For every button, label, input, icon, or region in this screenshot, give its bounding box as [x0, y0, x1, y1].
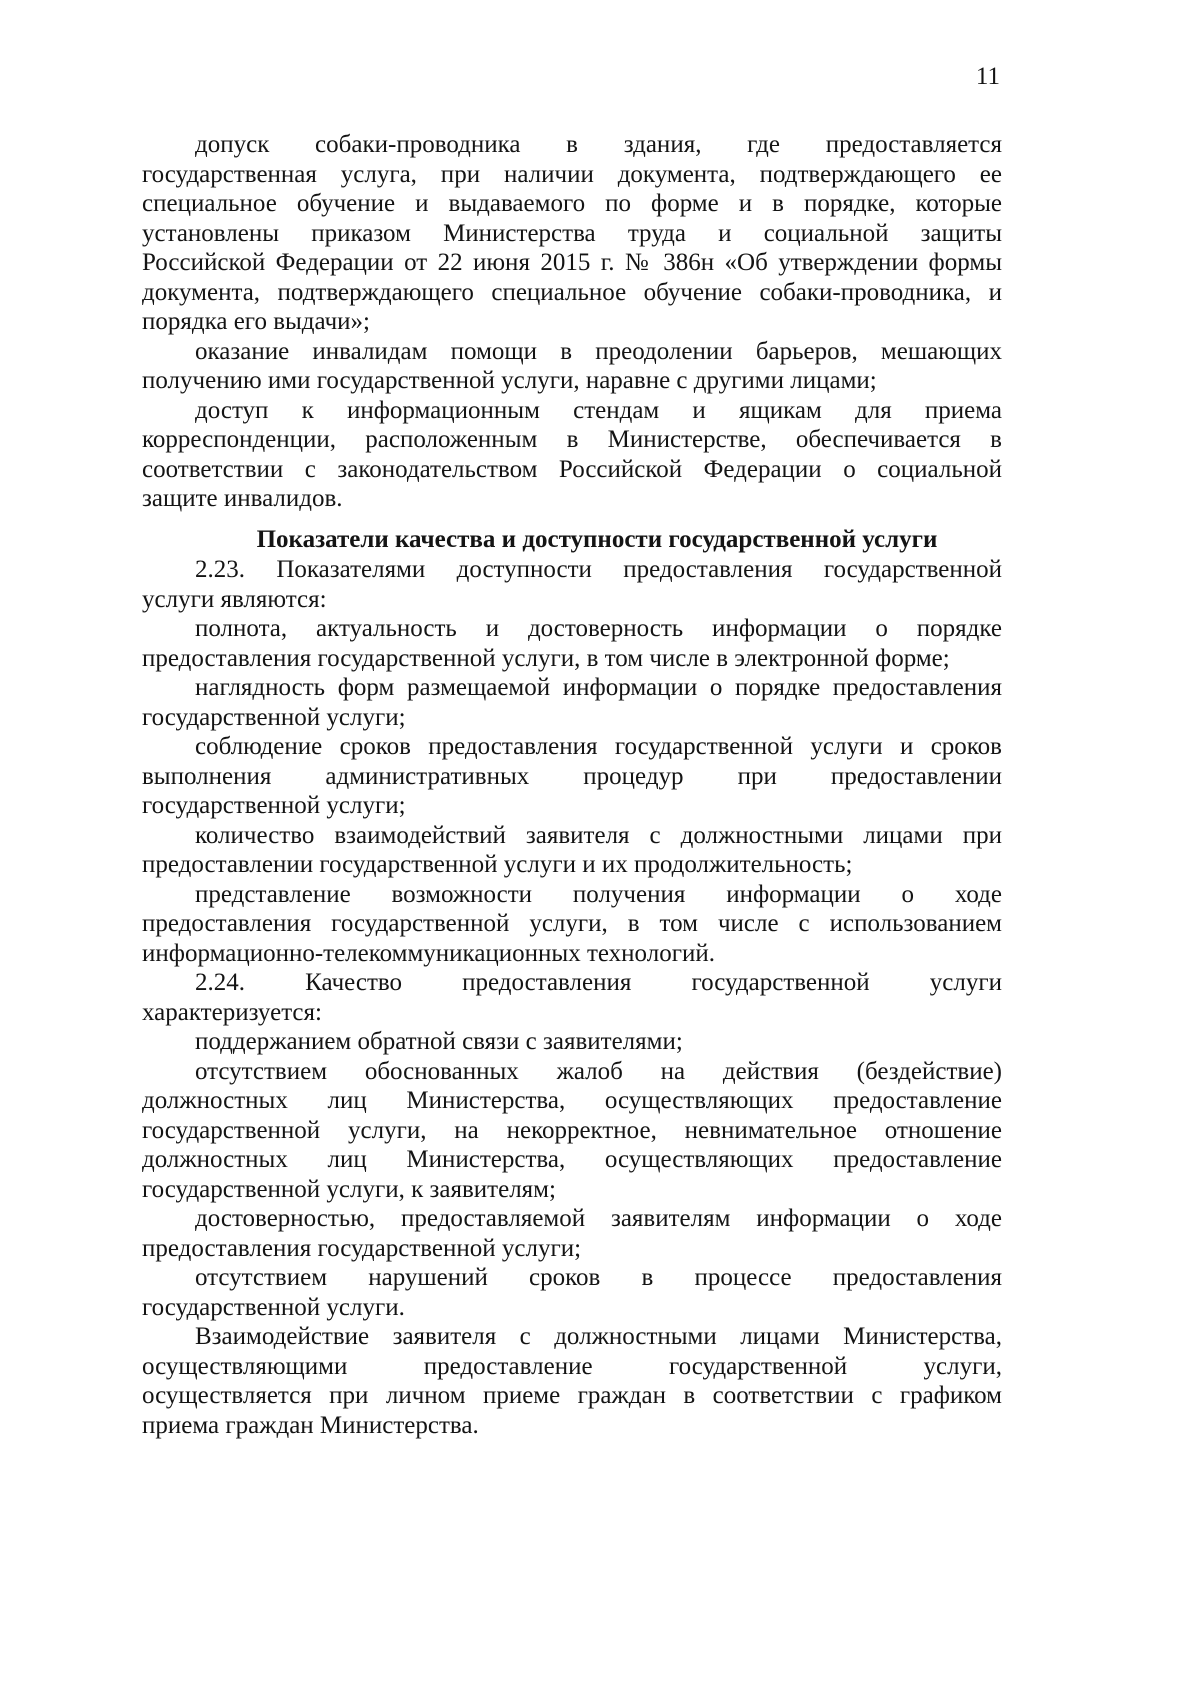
text-line: корреспонденции, расположенным в Министерстве, обеспечивается в: [142, 426, 1002, 453]
paragraph-deadlines: [142, 732, 1002, 821]
text-line: государственная услуга, при наличии документа, подтверждающего ее: [142, 160, 1002, 188]
text-line: государственной услуги;: [142, 792, 406, 819]
paragraph-2-23: [142, 555, 1002, 614]
section-heading: Показатели качества и доступности государственной услуги: [256, 526, 938, 553]
paragraph-no-violations: [142, 1263, 1002, 1322]
text-line: выполнения административных процедур при предоставлении: [142, 762, 1002, 790]
text-line: специальное обучение и выдаваемого по форме и в порядке, которые: [142, 190, 1002, 217]
paragraph-interactions: [142, 821, 1002, 880]
paragraph-complaints: [142, 1057, 1002, 1205]
paragraph-reliability: [142, 1204, 1002, 1263]
text-line: отсутствием нарушений сроков в процессе предоставления: [195, 1264, 1002, 1291]
text-line: государственной услуги;: [142, 703, 406, 731]
paragraph-completeness: [142, 614, 1002, 673]
text-line: 2.23. Показателями доступности предоставления государственной: [195, 556, 1002, 583]
text-line: соответствии с законодательством Российской Федерации о социальной: [142, 455, 1002, 483]
text-line: установлены приказом Министерства труда и социальной защиты: [142, 219, 1002, 247]
text-line: 2.24. Качество предоставления государственной услуги: [195, 969, 1002, 996]
text-line: представление возможности получения информации о ходе: [195, 880, 1002, 908]
text-line: должностных лиц Министерства, осуществляющих предоставление: [142, 1087, 1002, 1114]
text-line: должностных лиц Министерства, осуществляющих предоставление: [142, 1146, 1002, 1173]
text-line: защите инвалидов.: [142, 485, 343, 512]
paragraph-feedback: [142, 1027, 1002, 1057]
text-line: полнота, актуальность и достоверность информации о порядке: [195, 615, 1002, 642]
text-line: доступ к информационным стендам и ящикам для приема: [195, 396, 1002, 424]
paragraph-personal-reception: [142, 1322, 1002, 1440]
text-line: услуги являются:: [142, 585, 327, 613]
text-line: поддержанием обратной связи с заявителями;: [195, 1028, 683, 1055]
page-number: 11: [975, 63, 1000, 90]
text-line: наглядность форм размещаемой информации о порядке предоставления: [195, 674, 1002, 701]
text-line: информационно-телекоммуникационных технологий.: [142, 939, 715, 967]
text-line: Взаимодействие заявителя с должностными лицами Министерства,: [195, 1323, 1002, 1350]
text-line: достоверностью, предоставляемой заявителям информации о ходе: [195, 1205, 1002, 1232]
text-line: соблюдение сроков предоставления государственной услуги и сроков: [195, 733, 1002, 760]
text-line: оказание инвалидам помощи в преодолении барьеров, мешающих: [195, 337, 1002, 365]
text-line: приема граждан Министерства.: [142, 1411, 479, 1439]
text-line: государственной услуги, на некорректное, невнимательное отношение: [142, 1116, 1002, 1144]
text-line: получению ими государственной услуги, наравне с другими лицами;: [142, 367, 877, 394]
text-block-after-heading: [142, 555, 1002, 1440]
paragraph-visibility: [142, 673, 1002, 732]
text-line: государственной услуги, к заявителям;: [142, 1175, 556, 1203]
paragraph-2-24: [142, 968, 1002, 1027]
text-line: Российской Федерации от 22 июня 2015 г. № 386н «Об утверждении формы: [142, 249, 1002, 276]
text-line: осуществляется при личном приеме граждан в соответствии с графиком: [142, 1382, 1002, 1409]
text-line: осуществляющими предоставление государственной услуги,: [142, 1352, 1002, 1380]
text-block-before-heading: [142, 130, 1002, 514]
text-line: предоставления государственной услуги, в том числе в электронной форме;: [142, 644, 950, 672]
text-line: отсутствием обоснованных жалоб на действия (бездействие): [195, 1057, 1002, 1085]
text-line: документа, подтверждающего специальное обучение собаки-проводника, и: [142, 278, 1002, 306]
text-line: государственной услуги.: [142, 1293, 405, 1321]
text-line: предоставления государственной услуги, в том числе с использованием: [142, 910, 1002, 937]
text-line: допуск собаки-проводника в здания, где предоставляется: [195, 131, 1002, 158]
paragraph-information-access: [142, 880, 1002, 969]
text-line: количество взаимодействий заявителя с должностными лицами при: [195, 821, 1002, 849]
text-line: характеризуется:: [142, 998, 322, 1026]
paragraph-assistance: [142, 337, 1002, 396]
text-line: предоставлении государственной услуги и их продолжительность;: [142, 851, 853, 878]
paragraph-guide-dog-access: [142, 130, 1002, 337]
text-line: предоставления государственной услуги;: [142, 1234, 582, 1262]
text-line: порядка его выдачи»;: [142, 308, 371, 335]
paragraph-information-stands: [142, 396, 1002, 514]
